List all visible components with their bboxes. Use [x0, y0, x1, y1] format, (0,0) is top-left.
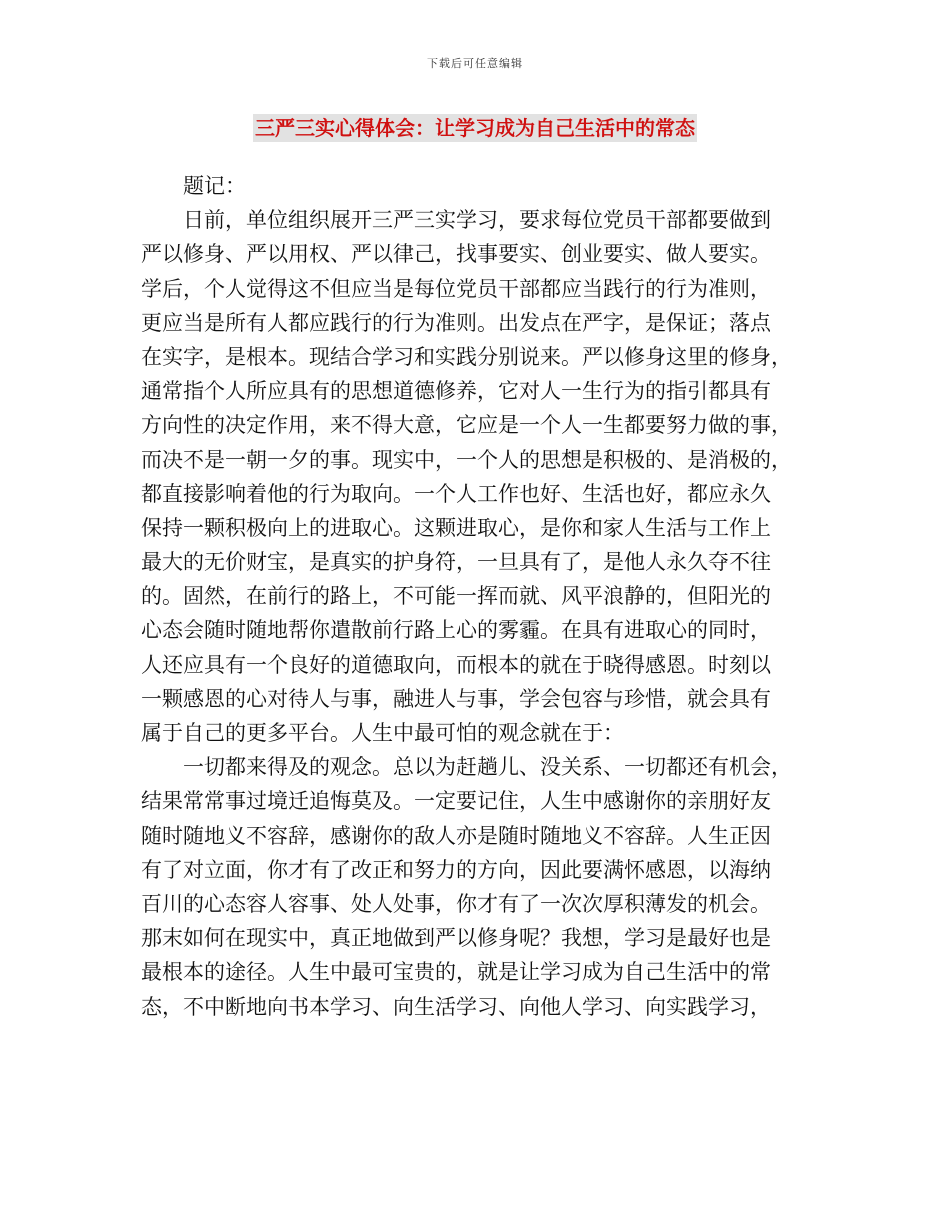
- paragraph-line: 都直接影响着他的行为取向。一个人工作也好、生活也好，都应永久: [141, 481, 771, 506]
- paragraph-line: 严以修身、严以用权、严以律己，找事要实、创业要实、做人要实。: [141, 242, 771, 267]
- paragraph-line: 有了对立面，你才有了改正和努力的方向，因此要满怀感恩，以海纳: [141, 857, 771, 882]
- paragraph-line: 学后，个人觉得这不但应当是每位党员干部都应当践行的行为准则，: [141, 276, 771, 301]
- paragraph-line: 最根本的途径。人生中最可宝贵的，就是让学习成为自己生活中的常: [141, 960, 771, 985]
- paragraph-line: 一颗感恩的心对待人与事，融进人与事，学会包容与珍惜，就会具有: [141, 686, 771, 711]
- paragraph-line: 心态会随时随地帮你遣散前行路上心的雾霾。在具有进取心的同时，: [141, 618, 771, 643]
- paragraph-line: 最大的无价财宝，是真实的护身符，一旦具有了，是他人永久夺不往: [141, 550, 771, 575]
- paragraph-line: 结果常常事过境迁追悔莫及。一定要记住，人生中感谢你的亲朋好友: [141, 789, 771, 814]
- paragraph-line: 态，不中断地向书本学习、向生活学习、向他人学习、向实践学习，: [141, 994, 771, 1019]
- page-header: 下载后可任意编辑: [427, 57, 523, 70]
- paragraph-line: 通常指个人所应具有的思想道德修养，它对人一生行为的指引都具有: [141, 379, 771, 404]
- paragraph-line: 更应当是所有人都应践行的行为准则。出发点在严字，是保证；落点: [141, 310, 771, 335]
- paragraph-line: 的。固然，在前行的路上，不可能一挥而就、风平浪静的，但阳光的: [141, 584, 771, 609]
- paragraph-line: 题记：: [183, 174, 246, 198]
- paragraph-line: 日前，单位组织展开三严三实学习，要求每位党员干部都要做到: [183, 208, 771, 233]
- paragraph-line: 属于自己的更多平台。人生中最可怕的观念就在于：: [141, 721, 624, 745]
- paragraph-line: 人还应具有一个良好的道德取向，而根本的就在于晓得感恩。时刻以: [141, 652, 771, 677]
- document-body: [141, 169, 811, 1024]
- paragraph-line: 一切都来得及的观念。总以为赶趟儿、没关系、一切都还有机会，: [183, 755, 792, 780]
- document-title: 三严三实心得体会：让学习成为自己生活中的常态: [255, 116, 695, 140]
- title-container: [0, 114, 950, 142]
- paragraph-line: 那末如何在现实中，真正地做到严以修身呢？我想，学习是最好也是: [141, 926, 771, 951]
- paragraph-line: 百川的心态容人容事、处人处事，你才有了一次次厚积薄发的机会。: [141, 891, 771, 916]
- paragraph-line: 随时随地义不容辞，感谢你的敌人亦是随时随地义不容辞。人生正因: [141, 823, 771, 848]
- paragraph-line: 在实字，是根本。现结合学习和实践分别说来。严以修身这里的修身，: [141, 344, 792, 369]
- paragraph-line: 而决不是一朝一夕的事。现实中，一个人的思想是积极的、是消极的，: [141, 447, 792, 472]
- paragraph-line: 方向性的决定作用，来不得大意，它应是一个人一生都要努力做的事，: [141, 413, 792, 438]
- paragraph-line: 保持一颗积极向上的进取心。这颗进取心，是你和家人生活与工作上: [141, 515, 771, 540]
